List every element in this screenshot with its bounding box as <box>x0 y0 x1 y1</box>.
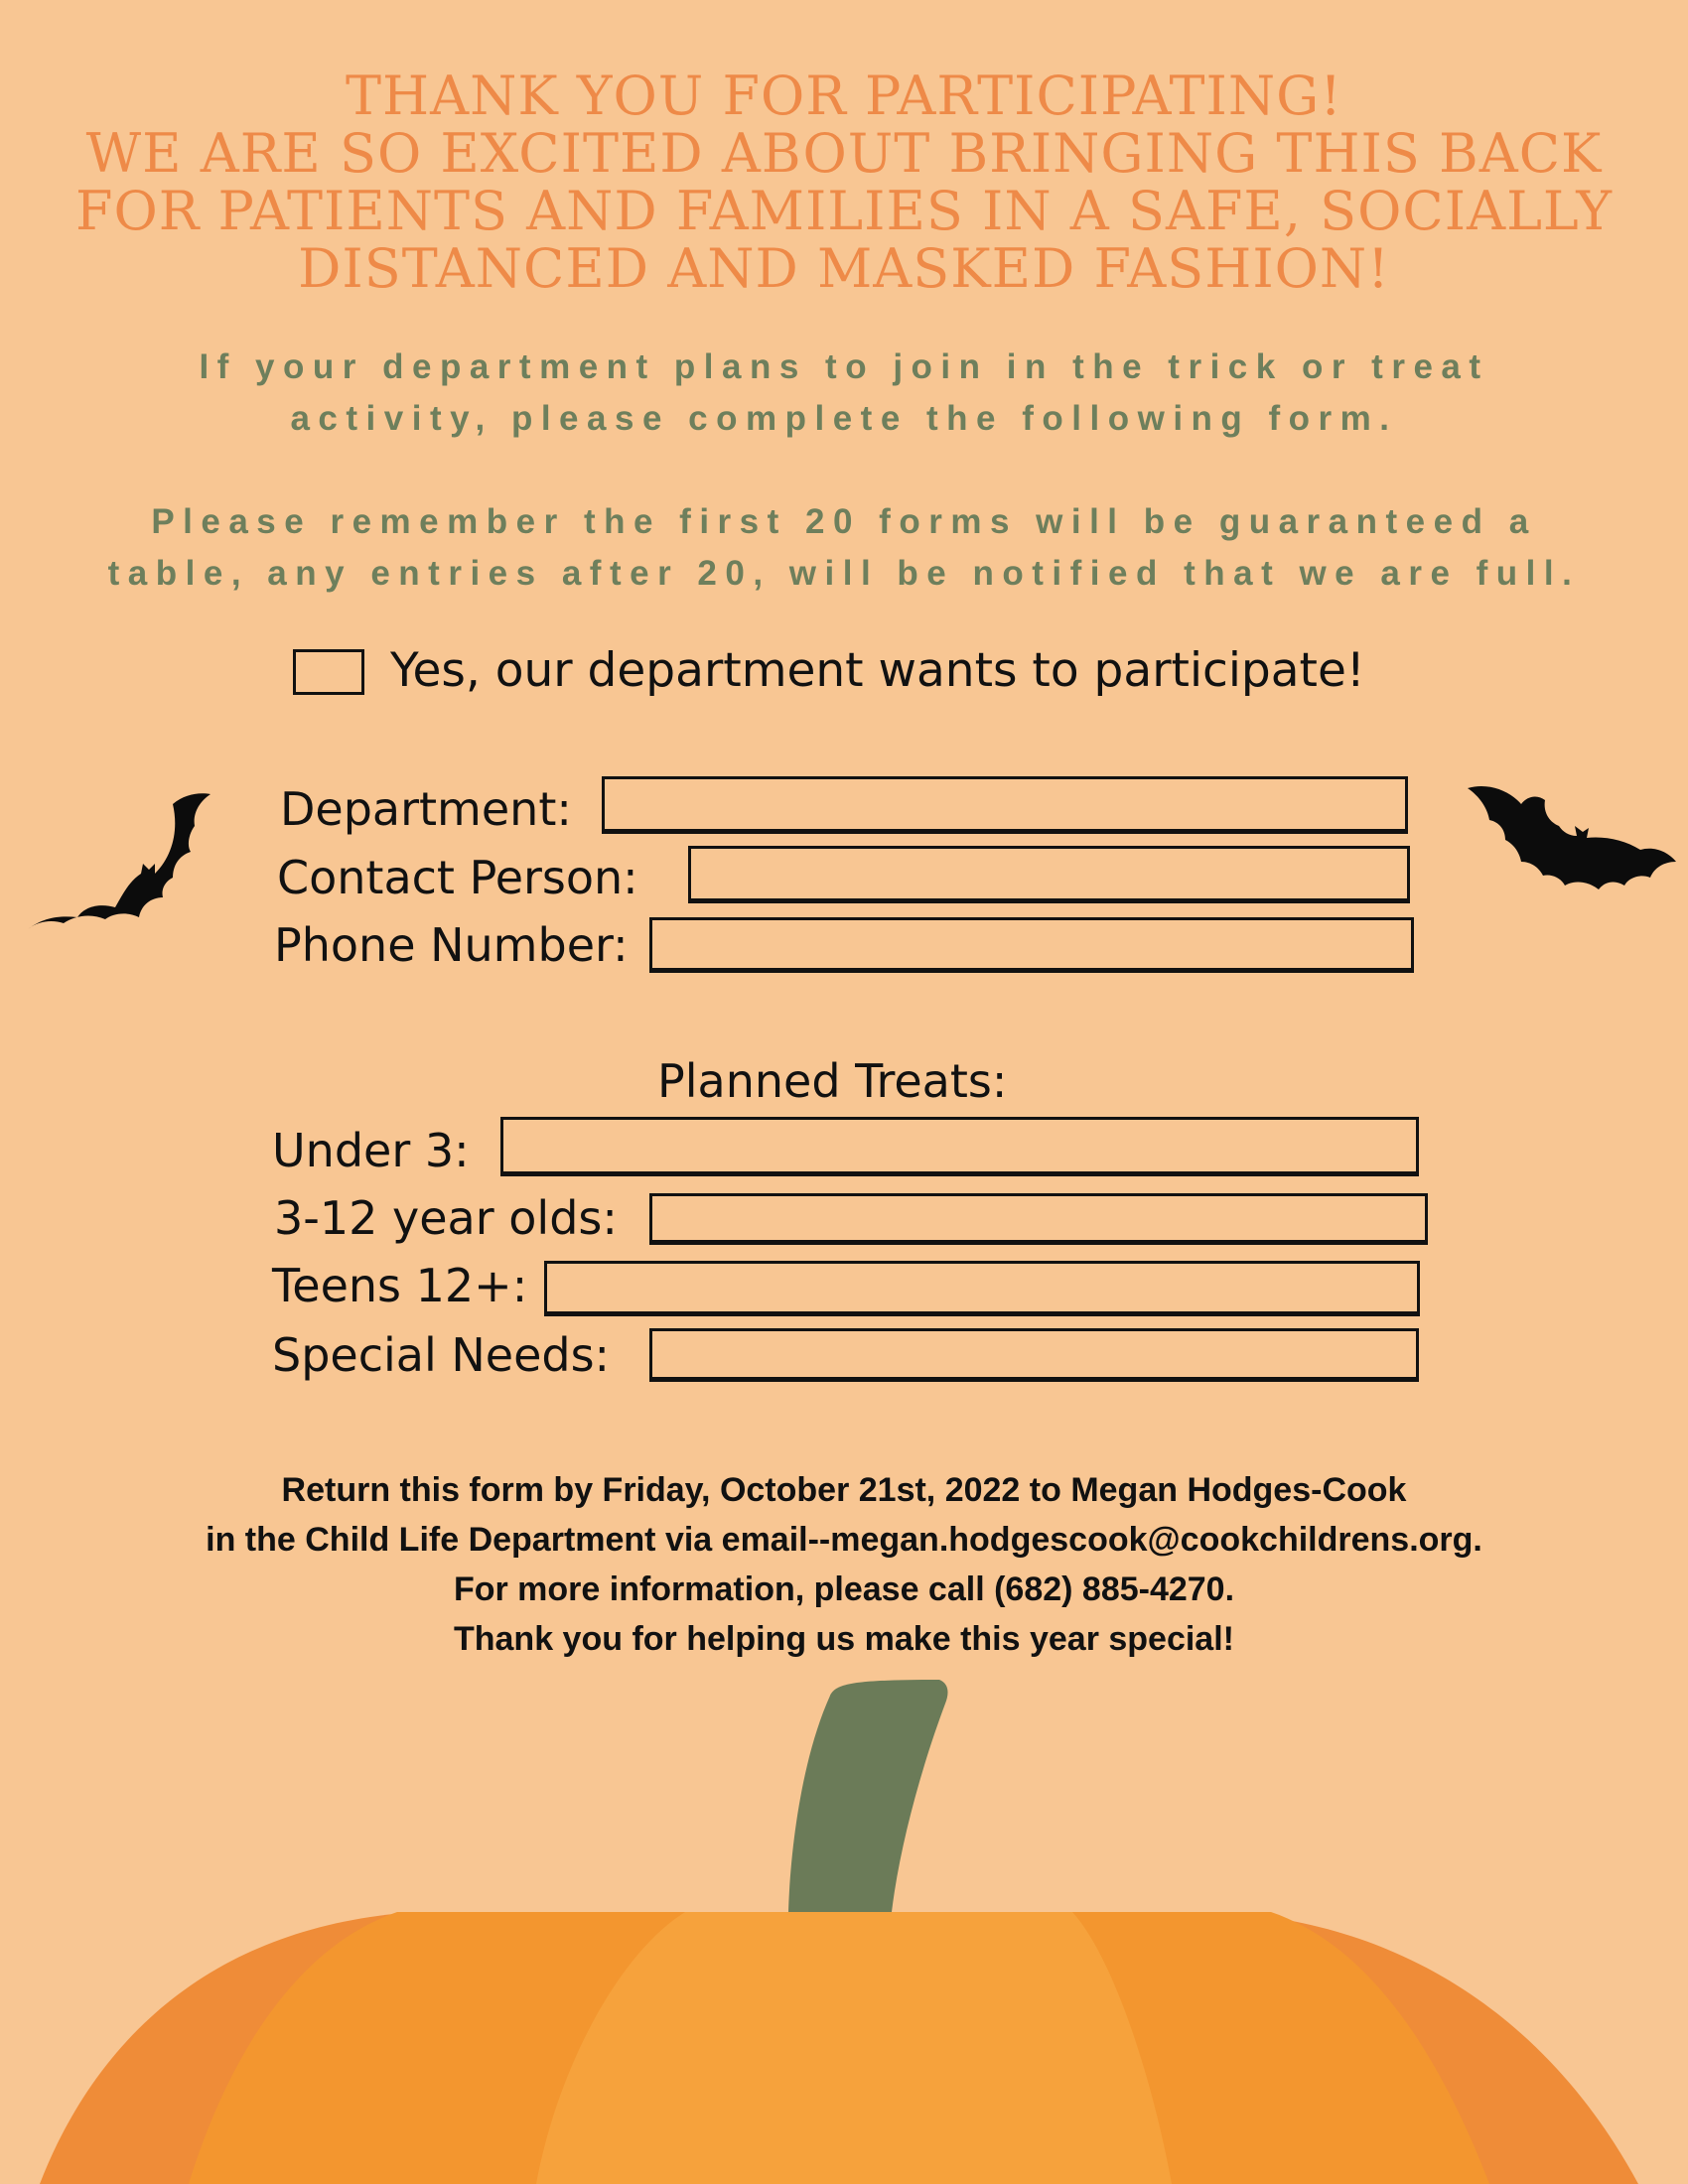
headline-line: FOR PATIENTS AND FAMILIES IN A SAFE, SOCIALLY <box>75 180 1613 242</box>
return-info-line: For more information, please call (682) 885-4270. <box>453 1570 1235 1608</box>
3-12-year-olds-label: 3-12 year olds: <box>274 1191 618 1245</box>
notice-text <box>40 496 1648 600</box>
contact-person-label: Contact Person: <box>277 851 638 904</box>
intro-line: If your department plans to join in the trick or treat <box>199 347 1489 386</box>
bat-icon <box>1466 782 1678 893</box>
special-needs-label: Special Needs: <box>272 1328 611 1382</box>
contact-person-field[interactable] <box>688 846 1410 903</box>
department-label: Department: <box>280 782 572 836</box>
headline-line: DISTANCED AND MASKED FASHION! <box>298 237 1390 300</box>
return-info <box>60 1465 1628 1664</box>
headline-line: WE ARE SO EXCITED ABOUT BRINGING THIS BACK <box>85 122 1603 185</box>
under-3-field[interactable] <box>500 1117 1419 1176</box>
intro-line: activity, please complete the following form. <box>290 399 1398 438</box>
return-info-line: Return this form by Friday, October 21st, 2022 to Megan Hodges-Cook <box>281 1471 1407 1509</box>
teens-12-plus-label: Teens 12+: <box>272 1259 528 1312</box>
return-info-line: in the Child Life Department via email--megan.hodgescook@cookchildrens.org. <box>206 1521 1482 1559</box>
intro-text <box>40 341 1648 445</box>
headline-line: THANK YOU FOR PARTICIPATING! <box>346 65 1342 127</box>
bat-icon <box>24 790 212 937</box>
department-field[interactable] <box>602 776 1408 834</box>
participate-checkbox[interactable] <box>293 649 364 695</box>
planned-treats-title: Planned Treats: <box>657 1054 1008 1108</box>
special-needs-field[interactable] <box>649 1328 1419 1382</box>
teens-12-plus-field[interactable] <box>544 1261 1420 1316</box>
headline <box>60 65 1628 300</box>
phone-number-field[interactable] <box>649 917 1414 973</box>
notice-line: Please remember the first 20 forms will be guaranteed a <box>151 502 1537 541</box>
3-12-year-olds-field[interactable] <box>649 1193 1428 1245</box>
participate-label: Yes, our department wants to participate! <box>390 643 1365 698</box>
return-info-line: Thank you for helping us make this year special! <box>453 1620 1234 1658</box>
notice-line: table, any entries after 20, will be notified that we are full. <box>107 554 1581 593</box>
pumpkin-icon <box>0 1678 1688 2184</box>
under-3-label: Under 3: <box>272 1124 470 1177</box>
phone-number-label: Phone Number: <box>274 918 629 972</box>
